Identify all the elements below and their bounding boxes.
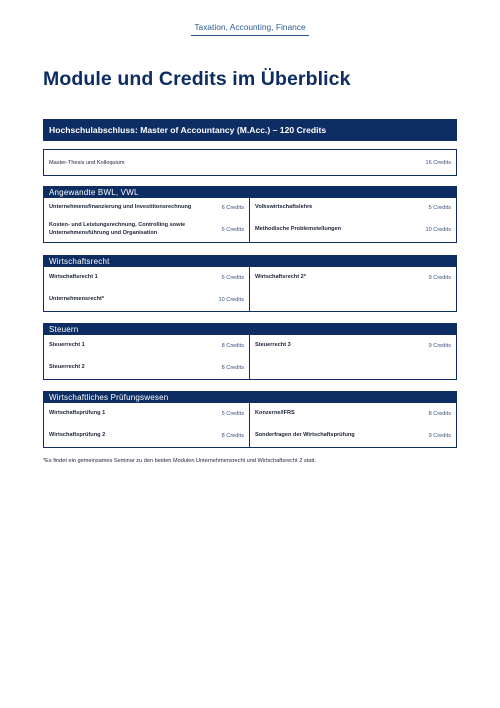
module-name: Volkswirtschaftslehre: [255, 204, 313, 211]
module-name: Wirtschaftsprüfung 1: [49, 410, 106, 417]
module-credits: 5 Credits: [221, 411, 244, 417]
module-credits: 8 Credits: [221, 433, 244, 439]
module-row: [44, 335, 249, 357]
module-row: [250, 425, 456, 447]
module-row: [250, 198, 456, 218]
module-credits: 6 Credits: [221, 205, 244, 211]
module-name: Wirtschaftsrecht 2*: [255, 274, 306, 281]
section-wirtschaftsrecht: [43, 255, 457, 312]
module-credits: 8 Credits: [428, 411, 451, 417]
module-credits: 8 Credits: [221, 343, 244, 349]
thesis-name: Master-Thesis und Kolloquium: [49, 159, 125, 166]
module-credits: 6 Credits: [221, 227, 244, 233]
module-row: [44, 357, 249, 379]
module-row: [250, 335, 456, 357]
module-row: [44, 403, 249, 425]
section-title: Wirtschaftliches Prüfungswesen: [44, 392, 456, 403]
module-row: [44, 267, 249, 289]
footnote: *Es findet ein gemeinsames Seminar zu den beiden Modulen Unternehmensrecht und Wirtschaftsrecht 2 statt.: [43, 458, 316, 464]
module-credits: 6 Credits: [221, 275, 244, 281]
module-row: [44, 289, 249, 311]
module-credits: 8 Credits: [221, 365, 244, 371]
module-name: Kosten- und Leistungsrechnung, Controlling sowie Unternehmensführung und Organisation: [49, 222, 186, 236]
module-name: Wirtschaftsprüfung 2: [49, 432, 106, 439]
section-title: Steuern: [44, 324, 456, 335]
module-name: Wirtschaftsrecht 1: [49, 274, 98, 281]
module-credits: 9 Credits: [428, 433, 451, 439]
module-name: Unternehmensrecht*: [49, 296, 105, 303]
module-credits: 5 Credits: [428, 205, 451, 211]
category-link[interactable]: Taxation, Accounting, Finance: [191, 22, 308, 36]
thesis-credits: 16 Credits: [425, 159, 451, 166]
section-title: Angewandte BWL, VWL: [44, 187, 456, 198]
module-credits: 10 Credits: [218, 297, 244, 303]
module-row: [250, 403, 456, 425]
module-row: [44, 218, 249, 242]
module-row: [250, 267, 456, 289]
section-title: Wirtschaftsrecht: [44, 256, 456, 267]
top-navigation: [0, 17, 500, 36]
section-steuern: [43, 323, 457, 380]
module-name: Unternehmensfinanzierung und Investitionsrechnung: [49, 204, 192, 211]
module-name: Konzerne/IFRS: [255, 410, 295, 417]
module-name: Steuerrecht 1: [49, 342, 85, 349]
module-row: [44, 425, 249, 447]
module-credits: 9 Credits: [428, 343, 451, 349]
degree-banner: Hochschulabschluss: Master of Accountancy (M.Acc.) – 120 Credits: [43, 119, 457, 141]
module-credits: 9 Credits: [428, 275, 451, 281]
module-name: Steuerrecht 2: [49, 364, 85, 371]
section-wirtschaftliches-pruefungswesen: [43, 391, 457, 448]
module-name: Methodische Problemstellungen: [255, 226, 342, 233]
thesis-box: [43, 149, 457, 176]
module-row: [250, 218, 456, 242]
module-row: [44, 198, 249, 218]
module-credits: 10 Credits: [425, 227, 451, 233]
module-name: Sonderfragen der Wirtschaftsprüfung: [255, 432, 355, 439]
section-angewandte-bwl-vwl: [43, 186, 457, 243]
page-title: Module und Credits im Überblick: [43, 68, 351, 90]
module-name: Steuerrecht 3: [255, 342, 291, 349]
